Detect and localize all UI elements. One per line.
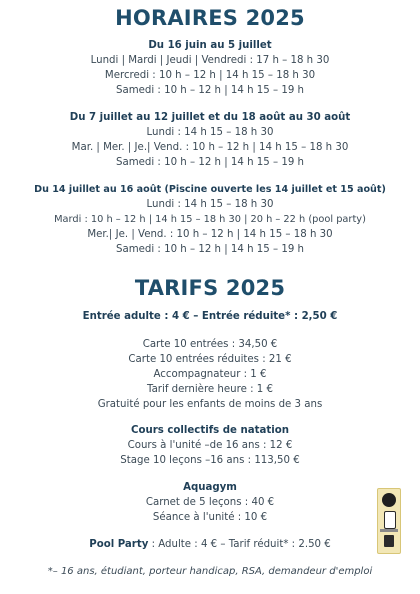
period-1-heading: Du 16 juin au 5 juillet: [148, 40, 272, 51]
tarif-line-1: Carte 10 entrées : 34,50 €: [142, 339, 278, 350]
period-2-line-1: Lundi : 14 h 15 – 18 h 30: [146, 127, 274, 138]
bin-icon: [384, 535, 394, 547]
pool-party-label: Pool Party: [89, 539, 149, 550]
aquagym-line-2: Séance à l'unité : 10 €: [152, 512, 268, 523]
period-2-line-3: Samedi : 10 h – 12 h | 14 h 15 – 19 h: [116, 157, 304, 168]
period-2-heading: Du 7 juillet au 12 juillet et du 18 août au 30 août: [69, 112, 351, 123]
entree-prices: Entrée adulte : 4 € – Entrée réduite* : 2,50 €: [82, 311, 338, 322]
aquagym-heading: Aquagym: [183, 482, 237, 493]
badge-text-icon: [380, 529, 398, 532]
natation-heading: Cours collectifs de natation: [131, 425, 289, 436]
tarifs-title: TARIFS 2025: [134, 276, 286, 300]
period-3-line-4: Samedi : 10 h – 12 h | 14 h 15 – 19 h: [116, 244, 304, 255]
period-1-line-3: Samedi : 10 h – 12 h | 14 h 15 – 19 h: [116, 85, 304, 96]
recycle-symbol-icon: [382, 493, 396, 507]
natation-line-1: Cours à l'unité –de 16 ans : 12 €: [127, 440, 293, 451]
period-3-line-3: Mer.| Je. | Vend. : 10 h – 12 h | 14 h 15 – 18 h 30: [87, 229, 333, 240]
recycling-badge-icon: [377, 488, 401, 554]
period-2-line-2: Mar. | Mer. | Je.| Vend. : 10 h – 12 h | 14 h 15 – 18 h 30: [71, 142, 349, 153]
tarif-line-5: Gratuité pour les enfants de moins de 3 ans: [97, 399, 323, 410]
pool-party-value: : Adulte : 4 € – Tarif réduit* : 2.50 €: [148, 539, 331, 550]
period-1-line-2: Mercredi : 10 h – 12 h | 14 h 15 – 18 h 30: [104, 70, 316, 81]
footnote: *– 16 ans, étudiant, porteur handicap, RSA, demandeur d'emploi: [47, 566, 373, 577]
horaires-title: HORAIRES 2025: [115, 6, 305, 30]
pool-party-line: [0, 539, 420, 550]
period-1-line-1: Lundi | Mardi | Jeudi | Vendredi : 17 h – 18 h 30: [90, 55, 330, 66]
tarif-line-3: Accompagnateur : 1 €: [153, 369, 267, 380]
period-3-line-2: Mardi : 10 h – 12 h | 14 h 15 – 18 h 30 | 20 h – 22 h (pool party): [54, 214, 366, 225]
phone-icon: [384, 511, 396, 529]
natation-line-2: Stage 10 leçons –16 ans : 113,50 €: [120, 455, 300, 466]
tarif-line-4: Tarif dernière heure : 1 €: [147, 384, 273, 395]
aquagym-line-1: Carnet de 5 leçons : 40 €: [145, 497, 275, 508]
period-3-heading: Du 14 juillet au 16 août (Piscine ouverte les 14 juillet et 15 août): [34, 184, 386, 195]
period-3-line-1: Lundi : 14 h 15 – 18 h 30: [146, 199, 274, 210]
tarif-line-2: Carte 10 entrées réduites : 21 €: [128, 354, 292, 365]
